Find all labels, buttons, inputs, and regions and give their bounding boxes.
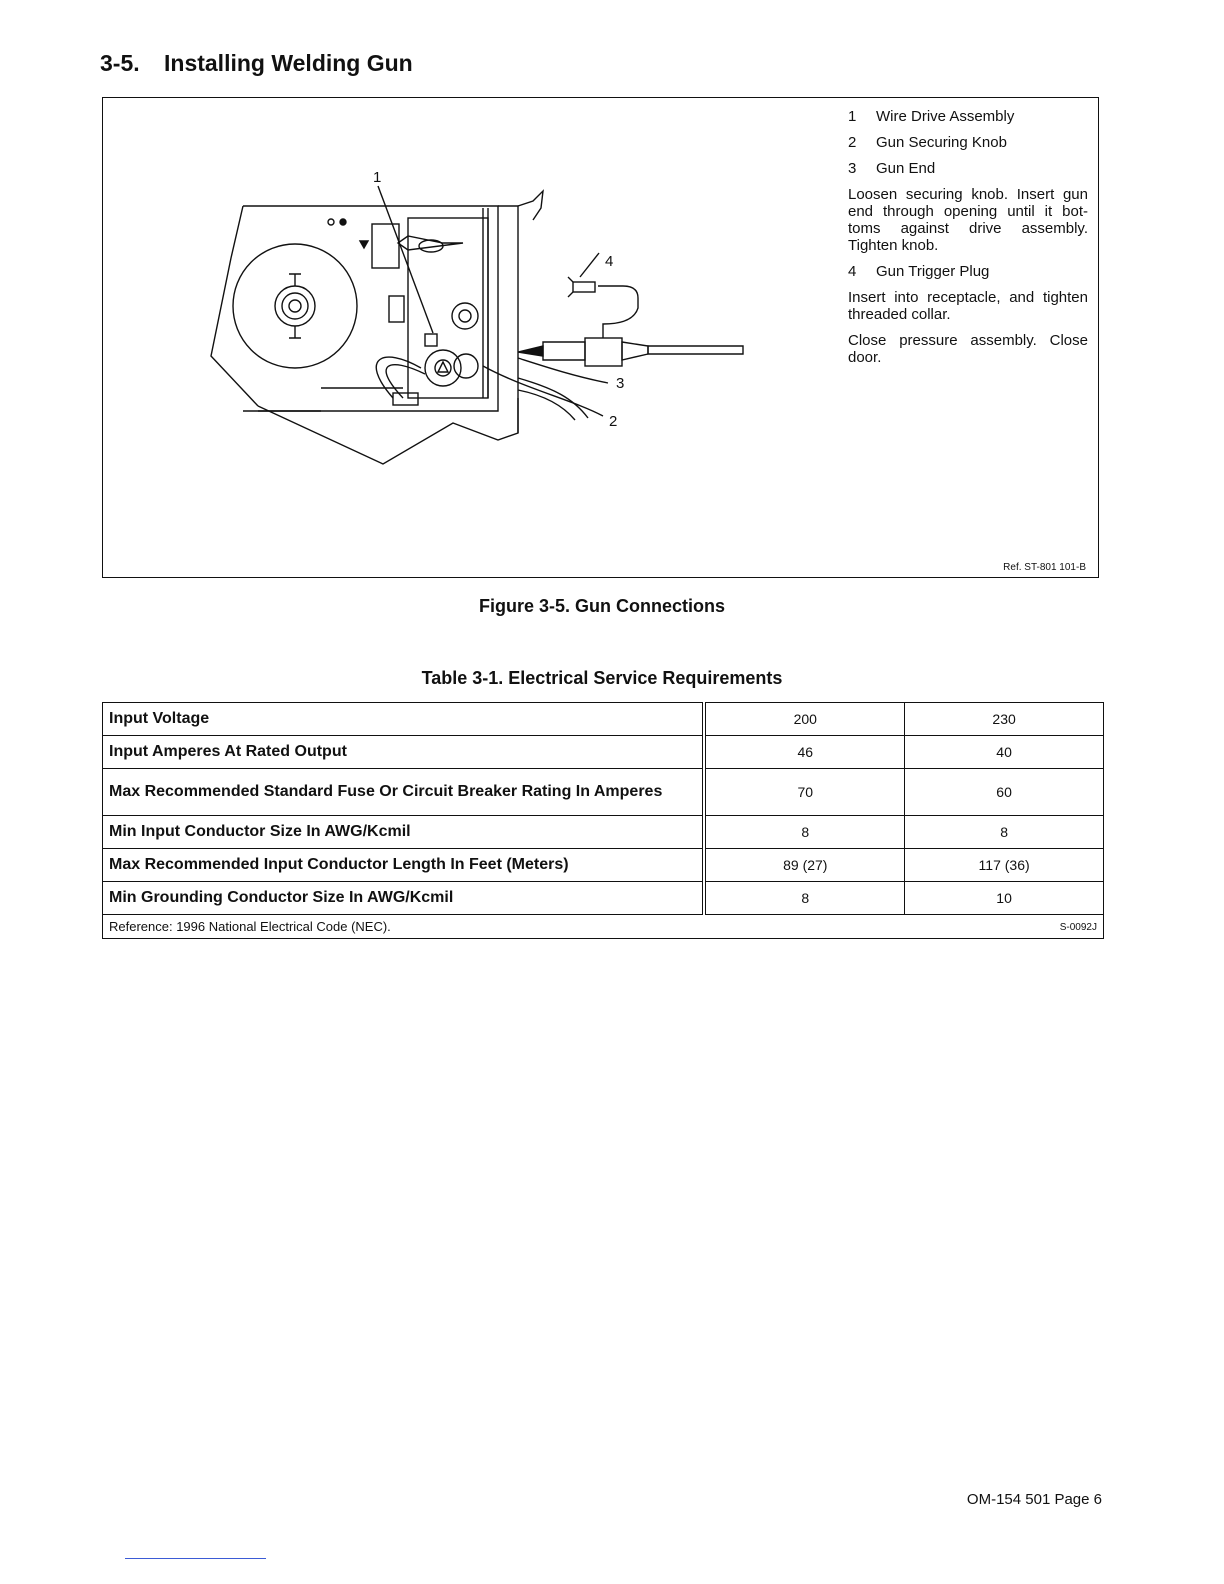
row-label: Max Recommended Standard Fuse Or Circuit Breaker Rating In Amperes	[103, 769, 705, 816]
instruction-text: Close pressure assembly. Close door.	[848, 332, 1088, 366]
value-200: 89 (27)	[704, 849, 904, 882]
legend-item	[848, 263, 1088, 280]
value-230: 60	[905, 769, 1104, 816]
table-row	[103, 736, 1104, 769]
legend-label: Gun Trigger Plug	[876, 263, 990, 280]
callout-4: 4	[605, 253, 614, 270]
row-label: Max Recommended Input Conductor Length In Feet (Meters)	[103, 849, 705, 882]
value-200: 8	[704, 882, 904, 915]
legend-item	[848, 108, 1088, 125]
value-200: 8	[704, 816, 904, 849]
instruction-text: Loosen securing knob. Insert gun end through opening until it bot-toms against drive assembly. Tighten knob.	[848, 186, 1088, 254]
table-row	[103, 816, 1104, 849]
value-230: 230	[905, 703, 1104, 736]
figure-box	[102, 97, 1099, 578]
table-row	[103, 769, 1104, 816]
row-label: Input Amperes At Rated Output	[103, 736, 705, 769]
callout-3: 3	[616, 375, 625, 392]
value-230: 8	[905, 816, 1104, 849]
row-label: Input Voltage	[103, 703, 705, 736]
instruction-text: Insert into receptacle, and tighten threaded collar.	[848, 289, 1088, 323]
row-label: Min Input Conductor Size In AWG/Kcmil	[103, 816, 705, 849]
section-title	[100, 50, 413, 77]
table-code: S-0092J	[1059, 922, 1097, 933]
table-row	[103, 882, 1104, 915]
value-230: 117 (36)	[905, 849, 1104, 882]
callout-2: 2	[609, 413, 618, 430]
table-caption: Table 3-1. Electrical Service Requirements	[421, 668, 783, 688]
electrical-requirements-table	[102, 702, 1104, 939]
wire-feeder-illustration	[103, 98, 843, 518]
value-230: 40	[905, 736, 1104, 769]
value-200: 46	[704, 736, 904, 769]
value-200: 200	[704, 703, 904, 736]
legend-label: Wire Drive Assembly	[876, 108, 1015, 125]
callout-1: 1	[373, 169, 382, 186]
table-row	[103, 849, 1104, 882]
section-number: 3-5.	[100, 50, 140, 76]
value-230: 10	[905, 882, 1104, 915]
reference-text: Reference: 1996 National Electrical Code (NEC).	[109, 919, 391, 934]
legend-number: 4	[848, 263, 857, 280]
figure-caption: Figure 3-5. Gun Connections	[478, 596, 725, 616]
table-reference-note	[103, 915, 1104, 939]
figure-legend	[848, 108, 1088, 375]
section-title-text: Installing Welding Gun	[164, 50, 413, 76]
legend-label: Gun End	[876, 160, 936, 177]
legend-item	[848, 134, 1088, 151]
legend-label: Gun Securing Knob	[876, 134, 1007, 151]
table-footer-row	[103, 915, 1104, 939]
legend-item	[848, 160, 1088, 177]
legend-number: 1	[848, 108, 857, 125]
table-row	[103, 703, 1104, 736]
figure-reference-code: Ref. ST-801 101-B	[1003, 562, 1086, 573]
page-number: OM-154 501 Page 6	[966, 1491, 1102, 1508]
legend-number: 2	[848, 134, 857, 151]
value-200: 70	[704, 769, 904, 816]
legend-number: 3	[848, 160, 857, 177]
footer-rule	[125, 1558, 266, 1559]
row-label: Min Grounding Conductor Size In AWG/Kcmil	[103, 882, 705, 915]
